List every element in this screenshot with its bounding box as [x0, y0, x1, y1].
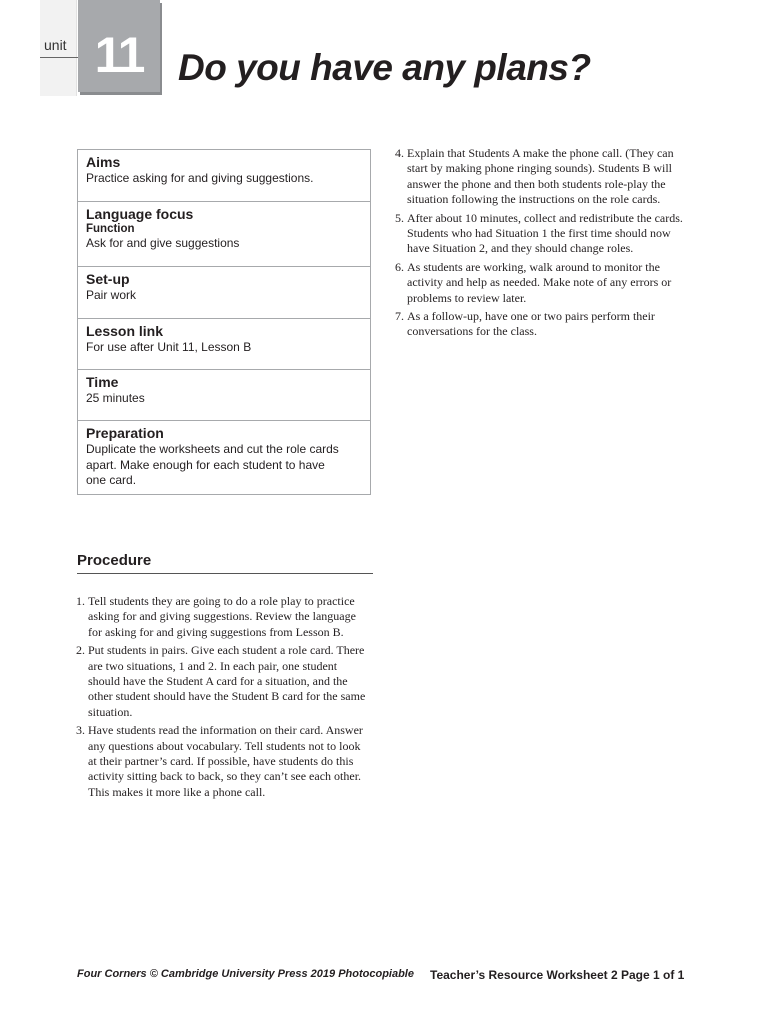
language-focus-heading: Language focus	[86, 206, 194, 222]
setup-heading: Set-up	[86, 271, 130, 287]
language-focus-subheading: Function	[86, 223, 135, 235]
step-text: Tell students they are going to do a role play to practice asking for and giving suggestions. Review the language for asking for and giving suggestions from Lesson B.	[88, 594, 356, 639]
step-number: 5.	[395, 210, 404, 225]
page-title: Do you have any plans?	[178, 47, 591, 88]
procedure-step	[395, 146, 695, 208]
procedure-step	[76, 643, 372, 720]
step-number: 7.	[395, 309, 404, 324]
step-number: 6.	[395, 259, 404, 274]
unit-number: 11	[94, 27, 144, 83]
lesson-link-text: For use after Unit 11, Lesson B	[86, 340, 252, 354]
aims-text: Practice asking for and giving suggestions.	[86, 171, 314, 185]
unit-label: unit	[44, 37, 67, 53]
step-text: Have students read the information on their card. Answer any questions about vocabulary. Tell students not to look at their partner’s card. If possible, have students do this activity sitting back to back, so they can’t see each other. This makes it more like a phone call.	[88, 723, 363, 799]
procedure-heading: Procedure	[77, 552, 373, 574]
step-text: Explain that Students A make the phone call. (They can start by making phone ringing sounds). Students B will answer the phone and then both students role-play the situation following the instructions on the role cards.	[407, 146, 674, 207]
step-text: Put students in pairs. Give each student a role card. There are two situations, 1 and 2. In each pair, one student should have the Student A card for a situation, and the other student should have the Student B card for the same situation.	[88, 643, 366, 719]
lesson-link-section	[78, 319, 370, 370]
unit-divider	[40, 57, 80, 58]
step-number: 1.	[76, 594, 85, 608]
footer-copyright: Four Corners © Cambridge University Press 2019 Photocopiable	[77, 968, 414, 980]
step-text: After about 10 minutes, collect and redistribute the cards. Students who had Situation 1 the first time should now have Situation 2, and they should change roles.	[407, 210, 683, 256]
procedure-step	[395, 260, 695, 306]
procedure-steps-right	[395, 146, 695, 343]
step-number: 4.	[395, 146, 404, 160]
step-number: 3.	[76, 723, 85, 738]
aims-section	[78, 150, 370, 202]
unit-number-box	[78, 0, 160, 92]
setup-section	[78, 267, 370, 319]
procedure-step	[395, 309, 695, 340]
setup-text: Pair work	[86, 288, 137, 302]
preparation-text: Duplicate the worksheets and cut the role cards apart. Make enough for each student to have one card.	[86, 442, 339, 487]
lesson-info-box	[77, 149, 371, 495]
aims-heading: Aims	[86, 154, 121, 170]
time-section	[78, 370, 370, 421]
footer-page-info: Teacher’s Resource Worksheet 2 Page 1 of 1	[430, 968, 685, 982]
preparation-heading: Preparation	[86, 425, 164, 441]
time-heading: Time	[86, 374, 119, 390]
language-focus-section	[78, 202, 370, 267]
lesson-link-heading: Lesson link	[86, 323, 164, 339]
language-focus-text: Ask for and give suggestions	[86, 236, 240, 250]
procedure-steps-left	[76, 594, 372, 803]
procedure-step	[395, 211, 695, 257]
time-text: 25 minutes	[86, 391, 145, 405]
step-text: As a follow-up, have one or two pairs perform their conversations for the class.	[407, 309, 655, 339]
step-text: As students are working, walk around to monitor the activity and help as needed. Make note of any errors or problems to review later.	[407, 259, 672, 305]
procedure-step	[76, 723, 372, 800]
preparation-section	[78, 421, 370, 494]
step-number: 2.	[76, 643, 85, 658]
procedure-step	[76, 594, 372, 640]
